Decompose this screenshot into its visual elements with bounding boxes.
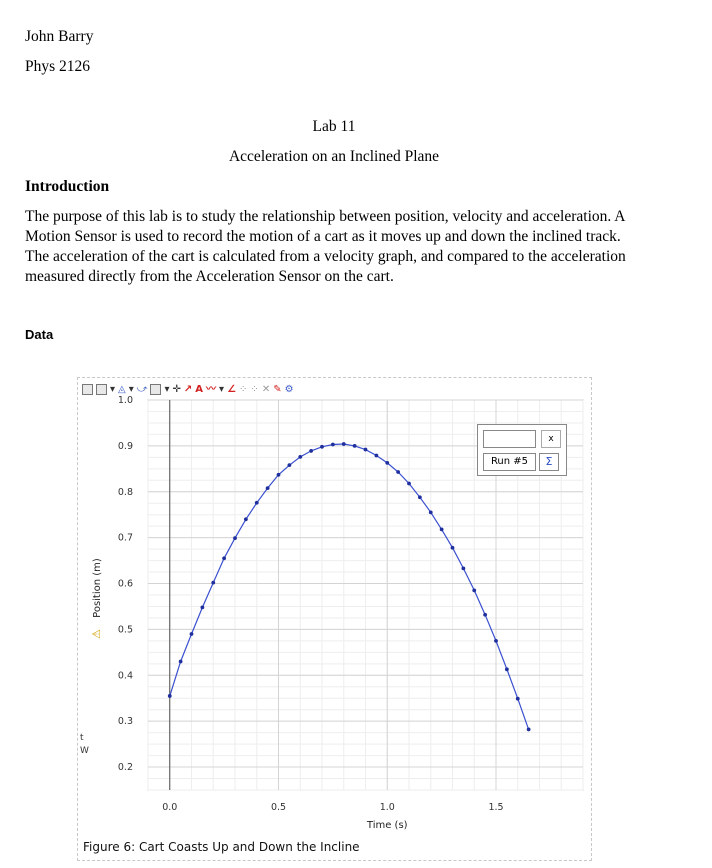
y-tick-label: 0.5: [117, 624, 133, 636]
introduction-line: The acceleration of the cart is calculated from a velocity graph, and compared to the acceleration: [25, 248, 626, 265]
data-point: [429, 511, 433, 515]
data-point: [309, 449, 313, 453]
legend-input[interactable]: [483, 430, 536, 448]
area-tool-icon[interactable]: ∠: [227, 384, 237, 395]
x-tick-label: 0.0: [162, 802, 178, 813]
data-point: [179, 660, 183, 664]
x-tick-label: 1.5: [488, 802, 504, 813]
y-tick-label: 0.4: [117, 670, 133, 682]
data-point: [211, 581, 215, 585]
sketch-icon[interactable]: 〰: [206, 384, 217, 395]
gear-icon[interactable]: ⚙: [284, 384, 294, 395]
data-heading: Data: [25, 327, 54, 342]
x-axis-label: Time (s): [366, 820, 408, 831]
y-axis-label: Position (m): [92, 558, 103, 618]
y-tick-label: 0.3: [117, 716, 133, 728]
data-point: [244, 517, 248, 521]
dropdown-arrow-icon[interactable]: ▾: [164, 384, 170, 395]
data-point: [505, 667, 509, 671]
data-point: [385, 461, 389, 465]
legend-run-label[interactable]: Run #5: [483, 453, 536, 471]
data-point: [190, 632, 194, 636]
data-point: [407, 482, 411, 486]
data-point: [364, 448, 368, 452]
y-tick-label: 0.8: [117, 486, 133, 498]
statistics-icon[interactable]: Σ: [539, 453, 559, 471]
slope-tool-icon[interactable]: ↗: [183, 384, 193, 395]
course-code: Phys 2126: [25, 58, 91, 75]
introduction-line: The purpose of this lab is to study the relationship between position, velocity and acceleration. A: [25, 208, 626, 225]
legend-close-button[interactable]: x: [541, 430, 561, 448]
x-tick-label: 0.5: [270, 802, 287, 813]
author-name: John Barry: [25, 28, 94, 45]
data-point: [320, 445, 324, 449]
warning-icon: ⚠: [90, 629, 103, 639]
data-point: [418, 495, 422, 499]
add-points-icon[interactable]: ⁘: [239, 384, 248, 395]
introduction-line: measured directly from the Acceleration Sensor on the cart.: [25, 268, 394, 285]
data-point: [472, 589, 476, 593]
lab-subtitle: Acceleration on an Inclined Plane: [228, 148, 440, 165]
dropdown-arrow-icon[interactable]: ▾: [110, 384, 116, 395]
data-point: [494, 639, 498, 643]
y-tick-label: 0.7: [117, 532, 133, 544]
lab-title: Lab 11: [312, 118, 356, 135]
y-tick-label: 0.6: [117, 578, 133, 590]
data-point: [255, 501, 259, 505]
annotation-icon[interactable]: A: [195, 384, 204, 395]
data-point: [396, 470, 400, 474]
data-point: [331, 443, 335, 447]
data-point: [168, 694, 172, 698]
data-point: [353, 444, 357, 448]
delete-icon[interactable]: ✕: [261, 384, 271, 395]
data-point: [222, 556, 226, 560]
data-point: [298, 455, 302, 459]
data-point: [287, 463, 291, 467]
data-point: [451, 546, 455, 550]
data-point: [527, 728, 531, 732]
data-point: [440, 527, 444, 531]
edge-fragment: t: [80, 733, 84, 743]
dropdown-arrow-icon[interactable]: ▾: [128, 384, 134, 395]
x-tick-label: 1.0: [379, 802, 395, 813]
data-point: [200, 605, 204, 609]
data-point: [483, 613, 487, 617]
introduction-heading: Introduction: [25, 178, 110, 195]
data-point: [233, 536, 237, 540]
coordinates-tool-icon[interactable]: ✛: [172, 384, 181, 395]
data-point: [374, 454, 378, 458]
highlighter-icon[interactable]: ◬: [118, 384, 126, 395]
figure-caption: Figure 6: Cart Coasts Up and Down the Incline: [83, 840, 360, 854]
y-tick-label: 1.0: [117, 395, 133, 406]
data-point: [266, 486, 270, 490]
edge-fragment: W: [80, 746, 89, 756]
introduction-line: Motion Sensor is used to record the motion of a cart as it moves up and down the inclined track.: [25, 228, 621, 245]
data-point: [461, 566, 465, 570]
dropdown-arrow-icon[interactable]: ▾: [219, 384, 225, 395]
edit-icon[interactable]: ✎: [273, 384, 282, 395]
y-tick-label: 0.9: [117, 440, 133, 452]
curve-fit-icon[interactable]: ⤻: [136, 384, 148, 395]
data-point: [516, 697, 520, 701]
data-point: [277, 473, 281, 477]
legend-box: [477, 424, 567, 476]
data-point: [342, 442, 346, 446]
remove-points-icon[interactable]: ⁘: [250, 384, 259, 395]
y-tick-label: 0.2: [117, 762, 133, 774]
